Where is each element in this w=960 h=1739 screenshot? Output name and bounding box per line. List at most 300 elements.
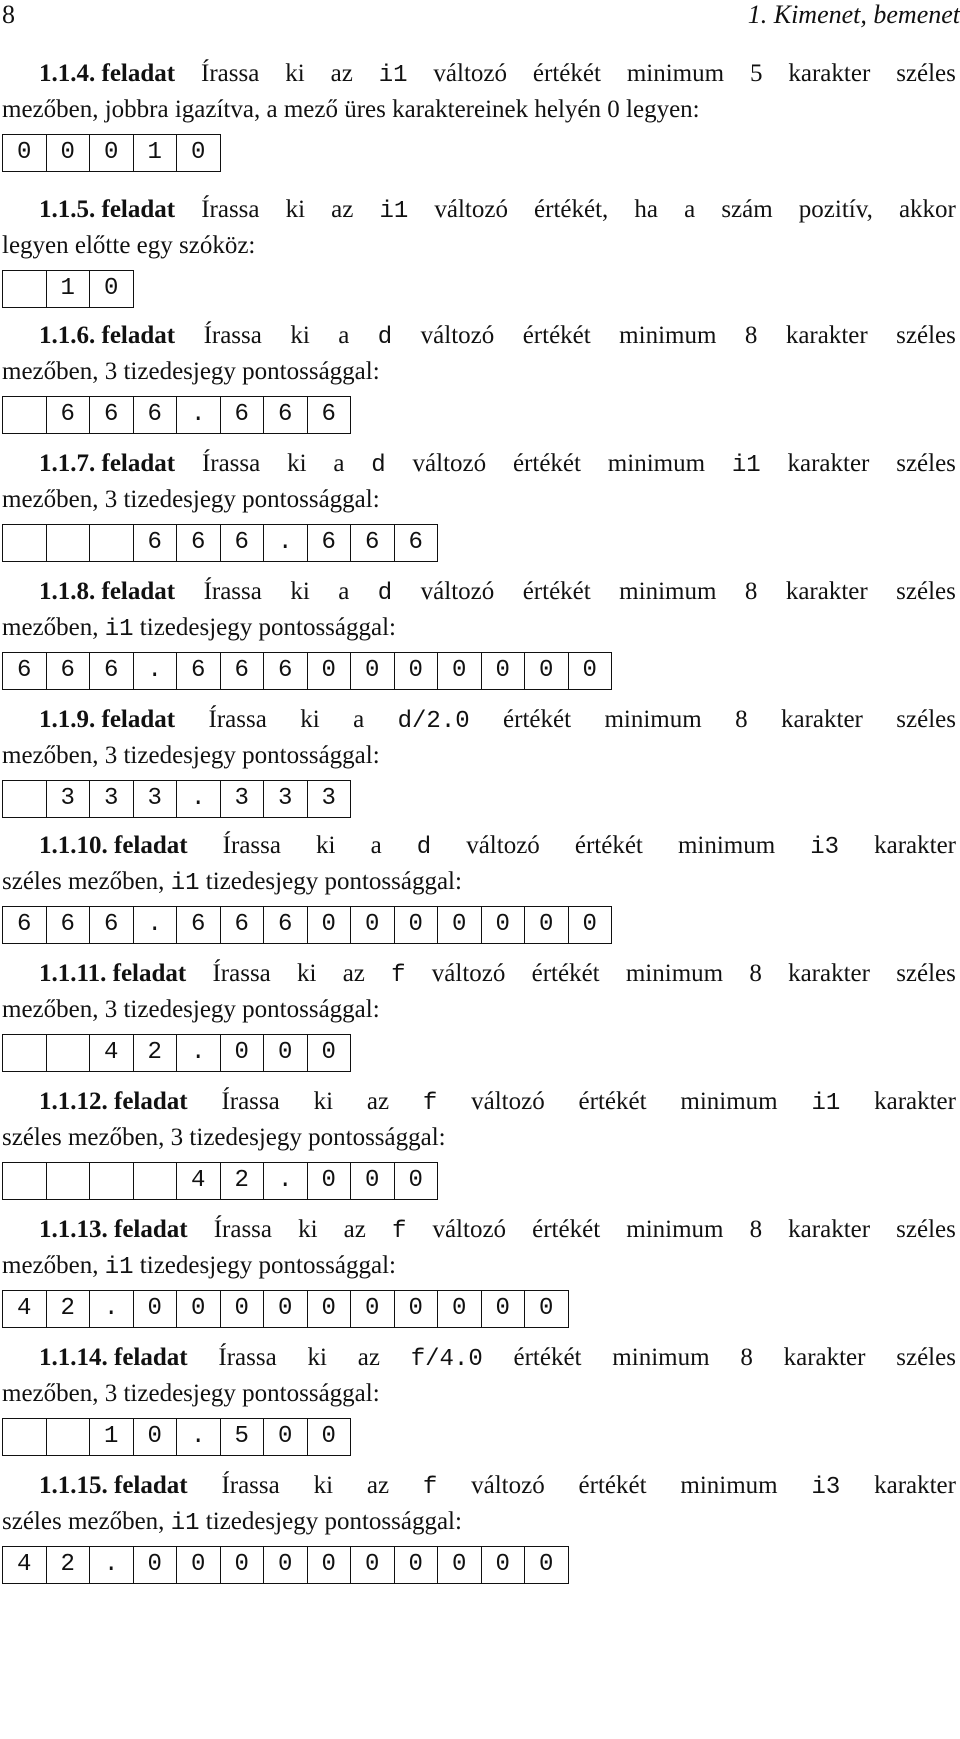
- code-identifier: d: [377, 580, 393, 607]
- output-cell: 0: [351, 1163, 395, 1199]
- text-run: változó: [471, 1472, 545, 1499]
- text-run: széles mezőben, 3 tizedesjegy pontossággal:: [2, 1124, 446, 1151]
- text-run: ki: [287, 450, 307, 477]
- output-cell: 0: [351, 907, 395, 943]
- output-cell: 6: [264, 653, 308, 689]
- output-cell: 0: [264, 1035, 308, 1071]
- output-cell: 6: [3, 907, 47, 943]
- output-cell: 6: [134, 397, 178, 433]
- output-cell: 6: [221, 907, 265, 943]
- output-cell: [90, 525, 134, 561]
- output-cell: .: [177, 397, 221, 433]
- exercise-keyword: feladat: [101, 450, 176, 477]
- word: [678, 830, 775, 862]
- code-identifier: i3: [810, 834, 840, 861]
- output-cell: 1: [134, 135, 178, 171]
- output-cell: 0: [351, 1291, 395, 1327]
- output-cell: .: [134, 653, 178, 689]
- text-run: legyen előtte egy szóköz:: [2, 232, 256, 259]
- word: [896, 1214, 956, 1246]
- exercise-keyword: feladat: [101, 578, 176, 605]
- word: [680, 1470, 777, 1502]
- exercise-keyword: feladat: [101, 706, 176, 733]
- output-cell: 0: [395, 907, 439, 943]
- text-run: Írassa: [203, 578, 262, 605]
- word: [604, 704, 701, 736]
- output-cell: .: [134, 907, 178, 943]
- text-run: a: [338, 578, 350, 605]
- word: [333, 448, 344, 480]
- text-run: karakter: [874, 832, 956, 859]
- text-run: mezőben,: [2, 614, 105, 641]
- text-run: ki: [313, 1472, 334, 1499]
- word: [223, 830, 281, 862]
- text-run: széles mezőben,: [2, 1508, 171, 1535]
- page-header: [2, 0, 960, 30]
- code-identifier: i1: [379, 198, 409, 225]
- output-cell: 6: [177, 525, 221, 561]
- word: [874, 1470, 956, 1502]
- exercise-heading: [39, 704, 175, 736]
- text-run: ki: [285, 60, 305, 87]
- output-cell: 6: [351, 525, 395, 561]
- text-run: 8: [740, 1344, 753, 1371]
- exercise-heading: [39, 1214, 188, 1246]
- exercise-heading: [39, 58, 175, 90]
- exercise-number: 1.1.15.: [39, 1472, 108, 1499]
- word: [634, 194, 658, 226]
- word: [417, 830, 431, 862]
- output-cell: 1: [90, 1419, 134, 1455]
- output-cell: 6: [177, 653, 221, 689]
- code-identifier: d: [377, 324, 393, 351]
- output-cell-row: [2, 906, 612, 944]
- text-run: minimum: [612, 1344, 710, 1371]
- text-run: mezőben,: [2, 1252, 105, 1279]
- text-run: ki: [290, 578, 310, 605]
- output-cell: [3, 525, 47, 561]
- output-cell: 2: [47, 1547, 91, 1583]
- text-run: széles mezőben,: [2, 868, 171, 895]
- text-run: mezőben, 3 tizedesjegy pontossággal:: [2, 742, 380, 769]
- text-run: minimum: [619, 322, 717, 349]
- exercise-second-line: [2, 1122, 446, 1154]
- text-run: változó: [471, 1088, 545, 1115]
- exercise-first-line: [2, 58, 956, 90]
- word: [466, 830, 540, 862]
- word: [316, 830, 335, 862]
- text-run: 8: [744, 322, 758, 349]
- output-cell: 0: [177, 135, 221, 171]
- exercise-first-line: [2, 1342, 956, 1374]
- text-run: széles: [896, 60, 956, 87]
- output-cell: 4: [90, 1035, 134, 1071]
- text-run: ha: [634, 196, 659, 223]
- text-run: széles: [896, 706, 956, 733]
- code-identifier: i1: [170, 870, 200, 897]
- output-cell: 3: [264, 781, 308, 817]
- word: [532, 1214, 600, 1246]
- output-cell: 0: [395, 653, 439, 689]
- output-cell: 6: [134, 525, 178, 561]
- text-run: karakter: [874, 1472, 956, 1499]
- output-cell: 0: [264, 1291, 308, 1327]
- text-run: széles: [896, 1216, 956, 1243]
- exercise-heading: [39, 576, 175, 608]
- word: [290, 320, 309, 352]
- output-cell: .: [264, 525, 308, 561]
- word: [201, 58, 259, 90]
- code-identifier: i1: [104, 1254, 134, 1281]
- text-run: értékét: [578, 1472, 647, 1499]
- word: [221, 1470, 279, 1502]
- text-run: ki: [290, 322, 310, 349]
- word: [423, 1086, 437, 1118]
- output-cell: .: [177, 1419, 221, 1455]
- word: [503, 704, 571, 736]
- text-run: minimum: [625, 960, 724, 987]
- text-run: az: [366, 1472, 390, 1499]
- text-run: értékét: [574, 832, 643, 859]
- output-cell-row: [2, 270, 134, 308]
- word: [626, 958, 723, 990]
- text-run: változó: [466, 832, 540, 859]
- text-run: értékét: [531, 960, 600, 987]
- word: [338, 576, 349, 608]
- output-cell: 2: [221, 1163, 265, 1199]
- output-cell: 6: [47, 653, 91, 689]
- word: [202, 448, 260, 480]
- output-cell: [3, 397, 47, 433]
- exercise-number: 1.1.13.: [39, 1216, 108, 1243]
- word: [684, 194, 695, 226]
- text-run: mezőben, 3 tizedesjegy pontossággal:: [2, 358, 380, 385]
- text-run: az: [357, 1344, 380, 1371]
- output-cell: 6: [3, 653, 47, 689]
- output-cell: 0: [482, 653, 526, 689]
- code-identifier: i1: [170, 1510, 200, 1537]
- exercise-first-line: [2, 704, 956, 736]
- exercise-heading: [39, 1086, 188, 1118]
- word: [750, 58, 763, 90]
- text-run: karakter: [785, 322, 868, 349]
- exercise-second-line: [2, 94, 700, 126]
- exercise-heading: [39, 830, 188, 862]
- text-run: értékét: [503, 706, 572, 733]
- output-cell: 4: [177, 1163, 221, 1199]
- text-run: minimum: [626, 60, 725, 87]
- exercise-keyword: feladat: [114, 832, 188, 859]
- exercise-keyword: feladat: [114, 1344, 188, 1371]
- code-identifier: i3: [811, 1474, 841, 1501]
- output-cell: 0: [90, 135, 134, 171]
- text-run: karakter: [788, 60, 871, 87]
- word: [534, 194, 608, 226]
- word: [721, 194, 772, 226]
- word: [218, 1342, 276, 1374]
- text-run: tizedesjegy pontossággal:: [199, 1508, 462, 1535]
- word: [811, 1086, 840, 1118]
- word: [680, 1086, 777, 1118]
- word: [371, 830, 382, 862]
- text-run: 8: [744, 578, 758, 605]
- output-cell: 6: [308, 397, 352, 433]
- output-cell: [134, 1163, 178, 1199]
- output-cell: 0: [438, 653, 482, 689]
- word: [732, 448, 761, 480]
- output-cell-row: [2, 524, 438, 562]
- exercise-second-line: [2, 612, 396, 644]
- output-cell: [47, 1035, 91, 1071]
- word: [353, 704, 364, 736]
- word: [432, 1214, 506, 1246]
- word: [786, 576, 868, 608]
- word: [434, 194, 508, 226]
- output-cell: 0: [221, 1035, 265, 1071]
- word: [338, 320, 349, 352]
- exercise-number: 1.1.9.: [39, 706, 96, 733]
- output-cell-row: [2, 1290, 569, 1328]
- text-run: ki: [285, 196, 306, 223]
- word: [423, 1470, 437, 1502]
- output-cell: 0: [482, 1547, 526, 1583]
- text-run: karakter: [783, 1344, 866, 1371]
- word: [781, 704, 863, 736]
- text-run: tizedesjegy pontossággal:: [199, 868, 462, 895]
- code-identifier: i1: [811, 1090, 841, 1117]
- output-cell: 0: [177, 1291, 221, 1327]
- output-cell: 0: [134, 1291, 178, 1327]
- output-cell: 0: [525, 907, 569, 943]
- text-run: minimum: [677, 832, 776, 859]
- exercise-second-line: [2, 994, 380, 1026]
- text-run: tizedesjegy pontossággal:: [133, 1252, 396, 1279]
- word: [209, 704, 267, 736]
- exercise-second-line: [2, 1506, 462, 1538]
- exercise-first-line: [2, 194, 956, 226]
- output-cell: 6: [264, 907, 308, 943]
- exercise-heading: [39, 1470, 188, 1502]
- output-cell: 0: [569, 653, 613, 689]
- text-run: pozitív,: [798, 196, 873, 223]
- word: [784, 1342, 866, 1374]
- output-cell: 0: [90, 271, 134, 307]
- text-run: karakter: [874, 1088, 956, 1115]
- text-run: ki: [298, 1216, 318, 1243]
- word: [619, 576, 716, 608]
- text-run: a: [370, 832, 382, 859]
- word: [378, 576, 392, 608]
- text-run: ki: [300, 706, 320, 733]
- word: [745, 576, 758, 608]
- text-run: értékét: [532, 60, 601, 87]
- word: [287, 448, 306, 480]
- output-cell: 6: [264, 397, 308, 433]
- text-run: mezőben, 3 tizedesjegy pontossággal:: [2, 996, 380, 1023]
- chapter-title: 1. Kimenet, bemenet: [747, 0, 960, 29]
- output-cell: 0: [308, 1547, 352, 1583]
- output-cell: 6: [90, 397, 134, 433]
- exercise-first-line: [2, 830, 956, 862]
- word: [788, 958, 870, 990]
- word: [421, 576, 495, 608]
- exercise-first-line: [2, 1214, 956, 1246]
- word: [285, 58, 304, 90]
- text-run: minimum: [680, 1088, 778, 1115]
- word: [379, 58, 408, 90]
- word: [378, 320, 392, 352]
- page-number: 8: [2, 0, 15, 29]
- output-cell: 3: [47, 781, 91, 817]
- word: [810, 830, 839, 862]
- word: [523, 576, 591, 608]
- output-cell: [47, 1419, 91, 1455]
- word: [896, 958, 956, 990]
- output-cell: 5: [221, 1419, 265, 1455]
- exercise-keyword: feladat: [114, 1088, 188, 1115]
- word: [331, 58, 353, 90]
- output-cell: 6: [308, 525, 352, 561]
- output-cell: 0: [438, 907, 482, 943]
- code-identifier: i1: [731, 452, 761, 479]
- text-run: ki: [307, 1344, 327, 1371]
- word: [896, 576, 956, 608]
- output-cell: .: [177, 1035, 221, 1071]
- text-run: karakter: [788, 1216, 871, 1243]
- word: [367, 1470, 389, 1502]
- text-run: ki: [297, 960, 317, 987]
- word: [745, 320, 758, 352]
- output-cell: 0: [177, 1547, 221, 1583]
- word: [514, 1342, 582, 1374]
- text-run: tizedesjegy pontossággal:: [133, 614, 396, 641]
- output-cell: 6: [221, 525, 265, 561]
- exercise-heading: [39, 194, 175, 226]
- exercise-keyword: feladat: [101, 196, 176, 223]
- output-cell: 0: [438, 1291, 482, 1327]
- exercise-keyword: feladat: [114, 1216, 188, 1243]
- word: [575, 830, 643, 862]
- text-run: értékét: [522, 578, 591, 605]
- word: [786, 320, 868, 352]
- word: [297, 958, 316, 990]
- word: [307, 1342, 326, 1374]
- text-run: értékét: [512, 450, 581, 477]
- exercise-number: 1.1.11.: [39, 960, 107, 987]
- word: [212, 958, 270, 990]
- output-cell: 0: [525, 1547, 569, 1583]
- text-run: Írassa: [222, 832, 281, 859]
- exercise-second-line: [2, 484, 380, 516]
- text-run: értékét: [522, 322, 591, 349]
- exercise-heading: [39, 448, 175, 480]
- output-cell: 4: [3, 1547, 47, 1583]
- output-cell: 6: [47, 907, 91, 943]
- output-cell: [3, 1419, 47, 1455]
- output-cell-row: [2, 1034, 351, 1072]
- output-cell-row: [2, 1162, 438, 1200]
- word: [432, 958, 506, 990]
- text-run: 8: [749, 1216, 763, 1243]
- output-cell: 0: [395, 1291, 439, 1327]
- output-cell: 4: [3, 1291, 47, 1327]
- exercise-number: 1.1.10.: [39, 832, 108, 859]
- code-identifier: i1: [104, 616, 134, 643]
- word: [471, 1470, 545, 1502]
- output-cell: [3, 1035, 47, 1071]
- output-cell: 0: [134, 1547, 178, 1583]
- text-run: az: [331, 196, 354, 223]
- word: [471, 1086, 545, 1118]
- text-run: széles: [896, 322, 956, 349]
- text-run: széles: [896, 578, 956, 605]
- output-cell: 6: [177, 907, 221, 943]
- word: [391, 958, 405, 990]
- word: [379, 194, 408, 226]
- word: [627, 58, 724, 90]
- output-cell: 3: [134, 781, 178, 817]
- word: [286, 194, 305, 226]
- exercise-first-line: [2, 320, 956, 352]
- exercise-number: 1.1.6.: [39, 322, 96, 349]
- text-run: az: [343, 1216, 366, 1243]
- word: [513, 448, 581, 480]
- word: [392, 1214, 406, 1246]
- word: [298, 1214, 317, 1246]
- output-cell: 0: [264, 1419, 308, 1455]
- output-cell: 0: [47, 135, 91, 171]
- exercise-number: 1.1.4.: [39, 60, 96, 87]
- text-run: a: [684, 196, 696, 223]
- code-identifier: f: [391, 962, 406, 989]
- exercise-number: 1.1.12.: [39, 1088, 108, 1115]
- output-cell: 0: [264, 1547, 308, 1583]
- word: [358, 1342, 380, 1374]
- text-run: az: [366, 1088, 390, 1115]
- output-cell-row: [2, 780, 351, 818]
- word: [626, 1214, 723, 1246]
- exercise-heading: [39, 958, 186, 990]
- output-cell: 6: [395, 525, 439, 561]
- text-run: mezőben, 3 tizedesjegy pontossággal:: [2, 486, 380, 513]
- word: [413, 448, 487, 480]
- text-run: értékét: [578, 1088, 647, 1115]
- exercise-second-line: [2, 230, 255, 262]
- exercise-second-line: [2, 356, 380, 388]
- output-cell: 0: [525, 653, 569, 689]
- text-run: Írassa: [213, 1216, 273, 1243]
- word: [331, 194, 353, 226]
- exercise-heading: [39, 1342, 188, 1374]
- word: [398, 704, 470, 736]
- word: [896, 704, 956, 736]
- text-run: karakter: [785, 578, 868, 605]
- word: [788, 1214, 870, 1246]
- code-identifier: i1: [378, 62, 408, 89]
- word: [874, 1086, 956, 1118]
- text-run: széles: [896, 960, 956, 987]
- output-cell: 0: [308, 1163, 352, 1199]
- text-run: karakter: [781, 706, 863, 733]
- word: [788, 448, 870, 480]
- output-cell: .: [264, 1163, 308, 1199]
- word: [749, 958, 762, 990]
- output-cell: [3, 781, 47, 817]
- output-cell: 0: [308, 1419, 352, 1455]
- exercise-second-line: [2, 866, 462, 898]
- text-run: a: [338, 322, 350, 349]
- exercise-keyword: feladat: [114, 1472, 188, 1499]
